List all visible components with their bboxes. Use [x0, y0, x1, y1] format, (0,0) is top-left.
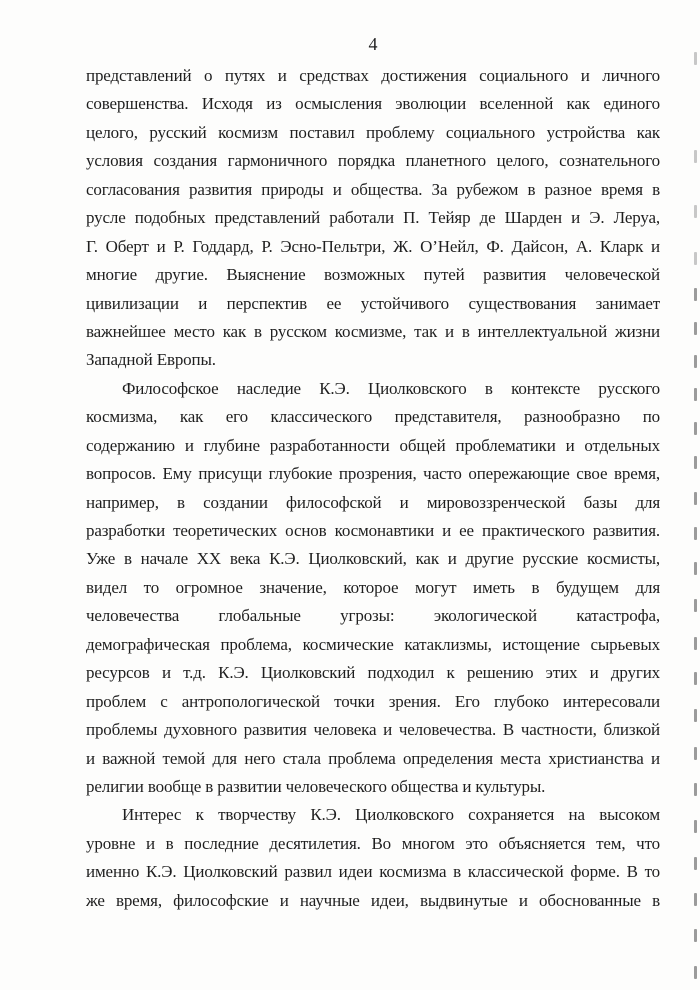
- text-line: цивилизации и перспектив ее устойчивого существования занимает: [86, 293, 660, 313]
- edge-scan-mark: [694, 388, 697, 401]
- edge-scan-mark: [694, 820, 697, 833]
- text-line: русле подобных представлений работали П. Тейяр де Шарден и Э. Леруа,: [86, 208, 660, 228]
- edge-scan-mark: [694, 150, 697, 163]
- edge-scan-mark: [694, 637, 697, 650]
- text-line: уровне и в последние десятилетия. Во многом это объясняется тем, что: [86, 833, 660, 853]
- text-line: условия создания гармоничного порядка планетного целого, сознательного: [86, 151, 660, 171]
- text-line: многие другие. Выяснение возможных путей развития человеческой: [86, 265, 660, 285]
- text-line: космизма, как его классического представителя, разнообразно по: [86, 407, 660, 427]
- edge-scan-mark: [694, 857, 697, 870]
- paragraph: [86, 801, 660, 915]
- text-line: человечества глобальные угрозы: экологической катастрофа,: [86, 606, 660, 626]
- text-line: например, в создании философской и мировоззренческой базы для: [86, 492, 660, 512]
- text-line: Интерес к творчеству К.Э. Циолковского сохраняется на высоком: [122, 805, 660, 825]
- text-line: проблемы духовного развития человека и человечества. В частности, близкой: [86, 720, 660, 740]
- edge-scan-mark: [694, 456, 697, 469]
- edge-scan-mark: [694, 422, 697, 435]
- edge-scan-mark: [694, 205, 697, 218]
- text-line: Г. Оберт и Р. Годдард, Р. Эсно-Пельтри, Ж. О’Нейл, Ф. Дайсон, А. Кларк и: [86, 236, 660, 256]
- text-line: проблем с антропологической точки зрения. Его глубоко интересовали: [86, 691, 660, 711]
- text-line: ресурсов и т.д. К.Э. Циолковский подходил к решению этих и других: [86, 663, 660, 683]
- edge-scan-mark: [694, 783, 697, 796]
- text-line: именно К.Э. Циолковский развил идеи космизма в классической форме. В то: [86, 862, 660, 882]
- edge-scan-mark: [694, 562, 697, 575]
- text-line: религии вообще в развитии человеческого общества и культуры.: [86, 776, 546, 796]
- text-line: Философское наследие К.Э. Циолковского в контексте русского: [122, 378, 660, 398]
- edge-scan-mark: [694, 599, 697, 612]
- edge-scan-mark: [694, 527, 697, 540]
- edge-scan-mark: [694, 322, 697, 335]
- text-line: совершенства. Исходя из осмысления эволюции вселенной как единого: [86, 94, 660, 114]
- edge-scan-mark: [694, 355, 697, 368]
- edge-scan-mark: [694, 929, 697, 942]
- edge-scan-mark: [694, 252, 697, 265]
- edge-scan-mark: [694, 288, 697, 301]
- text-line: Западной Европы.: [86, 350, 216, 370]
- text-line: представлений о путях и средствах достижения социального и личного: [86, 66, 660, 85]
- edge-scan-mark: [694, 52, 697, 65]
- edge-scan-mark: [694, 709, 697, 722]
- paragraph: [86, 375, 660, 802]
- edge-scan-mark: [694, 893, 697, 906]
- text-line: же время, философские и научные идеи, выдвинутые и обоснованные в: [86, 890, 660, 910]
- text-line: видел то огромное значение, которое могут иметь в будущем для: [86, 577, 660, 597]
- text-line: разработки теоретических основ космонавтики и ее практического развития.: [86, 521, 660, 540]
- edge-scan-mark: [694, 672, 697, 685]
- text-line: целого, русский космизм поставил проблему социального устройства как: [86, 122, 660, 142]
- text-line: согласования развития природы и общества. За рубежом в разное время в: [86, 179, 660, 199]
- text-line: и важной темой для него стала проблема определения места христианства и: [86, 748, 660, 768]
- paragraph: [86, 62, 660, 375]
- edge-scan-mark: [694, 966, 697, 979]
- text-block: [86, 62, 660, 915]
- text-line: Уже в начале XX века К.Э. Циолковский, как и другие русские космисты,: [86, 549, 660, 569]
- text-line: важнейшее место как в русском космизме, так и в интеллектуальной жизни: [86, 321, 660, 341]
- page-number: 4: [368, 34, 378, 54]
- edge-scan-mark: [694, 747, 697, 760]
- text-line: вопросов. Ему присущи глубокие прозрения, часто опережающие свое время,: [86, 464, 660, 484]
- text-line: демографическая проблема, космические катаклизмы, истощение сырьевых: [86, 634, 660, 654]
- edge-scan-mark: [694, 492, 697, 505]
- text-line: содержанию и глубине разработанности общей проблематики и отдельных: [86, 435, 660, 455]
